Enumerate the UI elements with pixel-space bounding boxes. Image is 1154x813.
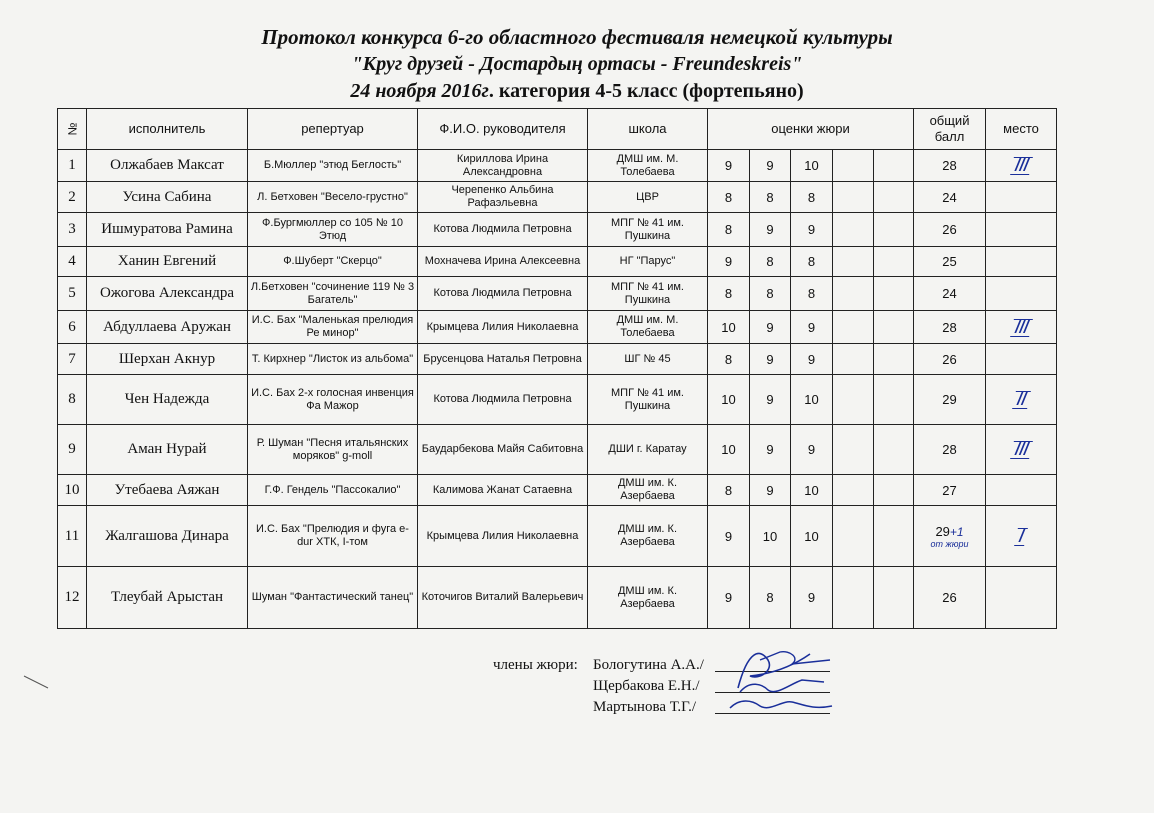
jury-member: Бологутина А.А./ — [593, 657, 704, 673]
total-score — [914, 247, 986, 277]
jury-score-2: 8 — [750, 182, 791, 213]
row-number: 1 — [58, 150, 87, 182]
teacher-cell: Котова Людмила Петровна — [418, 277, 588, 311]
school-cell: ШГ № 45 — [588, 344, 708, 375]
row-number: 9 — [58, 425, 87, 475]
jury-label: члены жюри: — [493, 657, 578, 673]
table-row — [58, 344, 1057, 375]
total-score — [914, 475, 986, 506]
school-cell: ДМШ им. К. Азербаева — [588, 506, 708, 567]
table-row — [58, 150, 1057, 182]
jury-score-1: 9 — [708, 150, 750, 182]
jury-score-3: 10 — [791, 150, 833, 182]
performer-name: Тлеубай Арыстан — [87, 567, 248, 629]
jury-score-4 — [833, 277, 874, 311]
total-value: 29 — [942, 392, 957, 407]
place-mark: I — [1014, 528, 1028, 546]
teacher-cell: Брусенцова Наталья Петровна — [418, 344, 588, 375]
row-number: 5 — [58, 277, 87, 311]
place-cell — [986, 375, 1057, 425]
place-cell — [986, 247, 1057, 277]
jury-score-3: 9 — [791, 567, 833, 629]
jury-score-3: 10 — [791, 375, 833, 425]
jury-member: Мартынова Т.Г./ — [593, 699, 697, 715]
jury-score-4 — [833, 247, 874, 277]
jury-score-1: 8 — [708, 344, 750, 375]
table-row — [58, 375, 1057, 425]
jury-score-4 — [833, 506, 874, 567]
place-cell — [986, 311, 1057, 344]
place-cell — [986, 277, 1057, 311]
jury-score-1: 10 — [708, 311, 750, 344]
school-cell: ЦВР — [588, 182, 708, 213]
teacher-cell: Калимова Жанат Сатаевна — [418, 475, 588, 506]
jury-score-4 — [833, 425, 874, 475]
teacher-cell: Кириллова Ирина Александровна — [418, 150, 588, 182]
total-value: 28 — [942, 158, 957, 173]
performer-name: Аман Нурай — [87, 425, 248, 475]
stray-pen-mark — [22, 672, 52, 692]
jury-score-4 — [833, 475, 874, 506]
teacher-cell: Черепенко Альбина Рафаэльевна — [418, 182, 588, 213]
repertoire-cell: Л.Бетховен "сочинение 119 № 3 Багатель" — [248, 277, 418, 311]
repertoire-cell: Л. Бетховен "Весело-грустно" — [248, 182, 418, 213]
jury-score-5 — [874, 150, 914, 182]
header-performer: исполнитель — [87, 109, 248, 150]
jury-score-1: 10 — [708, 425, 750, 475]
jury-score-2: 9 — [750, 475, 791, 506]
jury-score-4 — [833, 213, 874, 247]
place-mark: III — [1010, 157, 1033, 175]
table-row — [58, 277, 1057, 311]
row-number: 8 — [58, 375, 87, 425]
jury-score-3: 9 — [791, 425, 833, 475]
header-teacher: Ф.И.О. руководителя — [418, 109, 588, 150]
jury-score-1: 10 — [708, 375, 750, 425]
performer-name: Шерхан Акнур — [87, 344, 248, 375]
place-cell — [986, 344, 1057, 375]
jury-score-2: 9 — [750, 344, 791, 375]
total-score — [914, 277, 986, 311]
table-row — [58, 506, 1057, 567]
repertoire-cell: Ф.Шуберт "Скерцо" — [248, 247, 418, 277]
row-number: 2 — [58, 182, 87, 213]
total-value: 26 — [942, 222, 957, 237]
jury-score-1: 8 — [708, 475, 750, 506]
jury-score-4 — [833, 182, 874, 213]
school-cell: НГ "Парус" — [588, 247, 708, 277]
performer-name: Утебаева Аяжан — [87, 475, 248, 506]
place-cell — [986, 182, 1057, 213]
jury-score-3: 9 — [791, 344, 833, 375]
row-number: 10 — [58, 475, 87, 506]
jury-score-5 — [874, 311, 914, 344]
teacher-cell: Коточигов Виталий Валерьевич — [418, 567, 588, 629]
performer-name: Олжабаев Максат — [87, 150, 248, 182]
school-cell: МПГ № 41 им. Пушкина — [588, 277, 708, 311]
table-row — [58, 247, 1057, 277]
total-score — [914, 567, 986, 629]
jury-score-2: 8 — [750, 567, 791, 629]
jury-score-4 — [833, 311, 874, 344]
table-row — [58, 213, 1057, 247]
header-total: общий балл — [914, 109, 986, 150]
performer-name: Ханин Евгений — [87, 247, 248, 277]
jury-score-5 — [874, 182, 914, 213]
total-value: 24 — [942, 286, 957, 301]
bonus-note: от жюри — [930, 538, 969, 549]
jury-score-1: 8 — [708, 213, 750, 247]
total-value: 24 — [942, 189, 957, 205]
teacher-cell: Котова Людмила Петровна — [418, 213, 588, 247]
jury-score-3: 8 — [791, 247, 833, 277]
jury-score-4 — [833, 150, 874, 182]
jury-score-3: 10 — [791, 475, 833, 506]
results-table — [57, 108, 1057, 629]
jury-score-1: 8 — [708, 277, 750, 311]
place-cell — [986, 150, 1057, 182]
jury-score-2: 9 — [750, 150, 791, 182]
performer-name: Ишмуратова Рамина — [87, 213, 248, 247]
school-cell: ДШИ г. Каратау — [588, 425, 708, 475]
total-value: 28 — [942, 442, 957, 457]
total-value: 25 — [942, 254, 957, 269]
row-number: 4 — [58, 247, 87, 277]
place-mark: III — [1010, 319, 1033, 337]
place-cell — [986, 506, 1057, 567]
jury-score-3: 9 — [791, 213, 833, 247]
jury-score-4 — [833, 375, 874, 425]
jury-score-5 — [874, 213, 914, 247]
title-line-1: Протокол конкурса 6-го областного фестиваля немецкой культуры — [261, 25, 893, 49]
jury-score-4 — [833, 567, 874, 629]
jury-score-5 — [874, 277, 914, 311]
repertoire-cell: Шуман "Фантастический танец" — [248, 567, 418, 629]
place-cell — [986, 475, 1057, 506]
total-score — [914, 375, 986, 425]
jury-score-2: 9 — [750, 425, 791, 475]
repertoire-cell: Г.Ф. Гендель "Пассокалио" — [248, 475, 418, 506]
total-value: 26 — [942, 590, 957, 605]
jury-score-2: 9 — [750, 375, 791, 425]
teacher-cell: Котова Людмила Петровна — [418, 375, 588, 425]
school-cell: ДМШ им. К. Азербаева — [588, 567, 708, 629]
jury-score-5 — [874, 475, 914, 506]
row-number: 3 — [58, 213, 87, 247]
jury-score-1: 9 — [708, 567, 750, 629]
header-scores: оценки жюри — [708, 109, 914, 150]
document-title — [0, 24, 1154, 105]
repertoire-cell: Т. Кирхнер "Листок из альбома" — [248, 344, 418, 375]
row-number: 11 — [58, 506, 87, 567]
place-cell — [986, 213, 1057, 247]
total-value: 26 — [942, 351, 957, 367]
jury-score-1: 8 — [708, 182, 750, 213]
performer-name: Ожогова Александра — [87, 277, 248, 311]
teacher-cell: Крымцева Лилия Николаевна — [418, 311, 588, 344]
total-score — [914, 344, 986, 375]
table-row — [58, 425, 1057, 475]
place-mark: II — [1012, 391, 1030, 409]
total-score — [914, 506, 986, 567]
total-score — [914, 213, 986, 247]
school-cell: ДМШ им. К. Азербаева — [588, 475, 708, 506]
repertoire-cell: И.С. Бах "Маленькая прелюдия Ре минор" — [248, 311, 418, 344]
performer-name: Чен Надежда — [87, 375, 248, 425]
school-cell: ДМШ им. М. Толебаева — [588, 311, 708, 344]
jury-score-5 — [874, 344, 914, 375]
place-mark: III — [1010, 441, 1033, 459]
teacher-cell: Крымцева Лилия Николаевна — [418, 506, 588, 567]
total-value: 28 — [942, 319, 957, 335]
jury-score-1: 9 — [708, 506, 750, 567]
repertoire-cell: И.С. Бах "Прелюдия и фуга e-dur ХТК, I-том — [248, 506, 418, 567]
jury-score-3: 10 — [791, 506, 833, 567]
category-label: . категория 4-5 класс (фортепьяно) — [488, 80, 804, 102]
teacher-cell: Мохначева Ирина Алексеевна — [418, 247, 588, 277]
header-place: место — [986, 109, 1057, 150]
row-number: 12 — [58, 567, 87, 629]
table-row — [58, 567, 1057, 629]
title-line-2: "Круг друзей - Достардың ортасы - Freundeskreis" — [351, 53, 803, 75]
bonus-points: +1 — [949, 524, 964, 539]
repertoire-cell: Б.Мюллер "этюд Беглость" — [248, 150, 418, 182]
event-date: 24 ноября 2016г — [350, 80, 489, 102]
jury-score-2: 8 — [750, 247, 791, 277]
total-score — [914, 182, 986, 213]
performer-name: Жалгашова Динара — [87, 506, 248, 567]
jury-score-2: 8 — [750, 277, 791, 311]
performer-name: Усина Сабина — [87, 182, 248, 213]
jury-score-5 — [874, 375, 914, 425]
place-cell — [986, 567, 1057, 629]
teacher-cell: Баударбекова Майя Сабитовна — [418, 425, 588, 475]
total-score — [914, 150, 986, 182]
jury-score-3: 8 — [791, 277, 833, 311]
row-number: 7 — [58, 344, 87, 375]
repertoire-cell: Р. Шуман "Песня итальянских моряков" g-moll — [248, 425, 418, 475]
jury-member: Щербакова Е.Н./ — [593, 678, 700, 694]
total-score — [914, 311, 986, 344]
total-value: 29 — [935, 523, 950, 539]
header-repertoire: репертуар — [248, 109, 418, 150]
row-number: 6 — [58, 311, 87, 344]
jury-score-2: 9 — [750, 311, 791, 344]
table-row — [58, 311, 1057, 344]
table-row — [58, 182, 1057, 213]
school-cell: МПГ № 41 им. Пушкина — [588, 375, 708, 425]
repertoire-cell: И.С. Бах 2-х голосная инвенция Фа Мажор — [248, 375, 418, 425]
school-cell: ДМШ им. М. Толебаева — [588, 150, 708, 182]
jury-score-5 — [874, 567, 914, 629]
jury-score-5 — [874, 247, 914, 277]
jury-score-5 — [874, 506, 914, 567]
jury-score-3: 9 — [791, 311, 833, 344]
header-row — [58, 109, 1057, 150]
performer-name: Абдуллаева Аружан — [87, 311, 248, 344]
header-num: № — [58, 109, 87, 150]
total-value: 27 — [942, 482, 957, 498]
jury-score-1: 9 — [708, 247, 750, 277]
jury-score-5 — [874, 425, 914, 475]
table-row — [58, 475, 1057, 506]
handwritten-signatures — [720, 640, 840, 720]
title-line-3 — [0, 78, 1154, 105]
jury-score-2: 10 — [750, 506, 791, 567]
school-cell: МПГ № 41 им. Пушкина — [588, 213, 708, 247]
place-cell — [986, 425, 1057, 475]
jury-score-3: 8 — [791, 182, 833, 213]
header-school: школа — [588, 109, 708, 150]
total-score — [914, 425, 986, 475]
jury-score-2: 9 — [750, 213, 791, 247]
repertoire-cell: Ф.Бургмюллер со 105 № 10 Этюд — [248, 213, 418, 247]
jury-score-4 — [833, 344, 874, 375]
